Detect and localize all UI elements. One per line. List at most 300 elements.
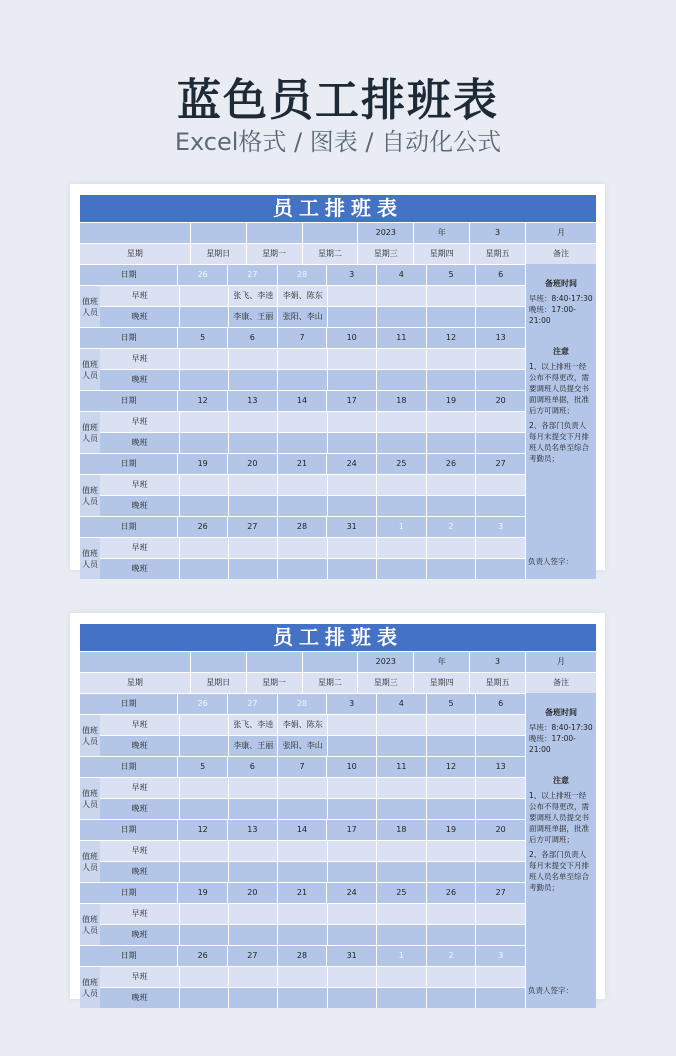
staff-cell[interactable] — [327, 496, 377, 516]
week-label: 星期 — [80, 673, 190, 693]
date-cell: 5 — [177, 328, 227, 348]
morning-shift-label: 早班 — [100, 538, 179, 558]
date-label: 日期 — [80, 517, 177, 537]
staff-cell[interactable] — [277, 778, 327, 798]
staff-cell[interactable] — [228, 538, 278, 558]
date-cell: 1 — [376, 517, 426, 537]
staff-cell[interactable] — [376, 925, 426, 945]
staff-cell[interactable] — [327, 370, 377, 390]
evening-shift-label: 晚班 — [100, 925, 179, 945]
staff-cell[interactable] — [426, 475, 476, 495]
staff-cell[interactable] — [376, 841, 426, 861]
date-cell: 21 — [277, 883, 327, 903]
staff-cell[interactable] — [475, 412, 525, 432]
date-cell: 12 — [177, 391, 227, 411]
staff-cell[interactable] — [376, 904, 426, 924]
staff-cell[interactable] — [228, 988, 278, 1008]
weekday-label: 星期日 — [190, 673, 246, 693]
date-cell: 6 — [227, 328, 277, 348]
staff-cell[interactable] — [426, 496, 476, 516]
group-label: 值班人员 — [80, 537, 100, 579]
staff-cell[interactable] — [179, 925, 228, 945]
weekday-label: 星期三 — [357, 673, 413, 693]
date-cell: 3 — [475, 517, 525, 537]
staff-cell[interactable] — [228, 349, 278, 369]
staff-cell[interactable] — [376, 778, 426, 798]
date-cell: 26 — [426, 454, 476, 474]
year-value: 2023 — [357, 652, 413, 672]
notes-title: 注意 — [553, 776, 569, 785]
date-cell: 19 — [426, 391, 476, 411]
staff-cell[interactable] — [475, 496, 525, 516]
staff-cell[interactable] — [228, 904, 278, 924]
staff-cell[interactable] — [376, 475, 426, 495]
remarks-panel — [525, 651, 596, 1008]
shift-time-title: 备班时间 — [545, 708, 577, 717]
staff-cell[interactable] — [475, 778, 525, 798]
remarks-label: 备注 — [526, 672, 596, 693]
staff-cell[interactable] — [179, 433, 228, 453]
note-1: 1、以上排班一经公布不得更改，需要调班人员提交书面调班单据，批准后方可调班； — [529, 362, 589, 415]
morning-shift-label: 早班 — [100, 904, 179, 924]
date-cell: 20 — [475, 820, 525, 840]
weekday-label: 星期三 — [357, 244, 413, 264]
staff-cell[interactable] — [327, 841, 377, 861]
staff-cell[interactable] — [327, 559, 377, 579]
week-label: 星期 — [80, 244, 190, 264]
schedule-card-2 — [70, 613, 605, 1002]
morning-shift-label: 早班 — [100, 778, 179, 798]
staff-cell[interactable] — [228, 925, 278, 945]
staff-cell[interactable] — [228, 778, 278, 798]
date-cell: 5 — [177, 757, 227, 777]
evening-shift-label: 晚班 — [100, 862, 179, 882]
staff-cell[interactable] — [376, 412, 426, 432]
month-value: 3 — [469, 223, 525, 243]
staff-cell[interactable] — [277, 370, 327, 390]
date-cell: 27 — [475, 883, 525, 903]
staff-cell[interactable] — [179, 862, 228, 882]
staff-cell[interactable] — [327, 778, 377, 798]
date-cell: 28 — [277, 694, 327, 714]
staff-cell[interactable]: 李康、王丽 — [228, 736, 278, 756]
date-cell: 19 — [177, 454, 227, 474]
evening-shift-label: 晚班 — [100, 736, 179, 756]
date-cell: 12 — [426, 328, 476, 348]
evening-shift-label: 晚班 — [100, 988, 179, 1008]
morning-shift-label: 早班 — [100, 286, 179, 306]
signature-label: 负责人签字： — [528, 557, 573, 566]
date-cell: 21 — [277, 454, 327, 474]
staff-cell[interactable] — [228, 433, 278, 453]
staff-cell[interactable] — [426, 433, 476, 453]
schedule-grid — [80, 651, 525, 1008]
staff-cell[interactable] — [179, 841, 228, 861]
staff-cell[interactable] — [179, 475, 228, 495]
weekday-label: 星期五 — [469, 244, 525, 264]
date-cell: 3 — [475, 946, 525, 966]
group-label: 值班人员 — [80, 714, 100, 756]
staff-cell[interactable] — [426, 967, 476, 987]
staff-cell[interactable] — [327, 307, 377, 327]
staff-cell[interactable] — [277, 496, 327, 516]
staff-cell[interactable] — [277, 799, 327, 819]
date-cell: 7 — [277, 757, 327, 777]
staff-cell[interactable] — [475, 799, 525, 819]
evening-shift-label: 晚班 — [100, 559, 179, 579]
staff-cell[interactable] — [475, 862, 525, 882]
staff-cell[interactable] — [179, 412, 228, 432]
date-label: 日期 — [80, 883, 177, 903]
staff-cell[interactable] — [277, 862, 327, 882]
evening-time: 晚班：17:00-21:00 — [529, 305, 576, 325]
group-label: 值班人员 — [80, 348, 100, 390]
staff-cell[interactable] — [426, 841, 476, 861]
note-2: 2、各部门负责人每月末提交下月排班人员名单至综合考勤员； — [529, 421, 589, 463]
schedule-grid — [80, 222, 525, 579]
morning-shift-label: 早班 — [100, 967, 179, 987]
staff-cell[interactable] — [376, 433, 426, 453]
date-cell: 12 — [177, 820, 227, 840]
page-title: 蓝色员工排班表 — [177, 75, 499, 126]
week-blocks — [80, 264, 525, 579]
date-cell: 26 — [177, 517, 227, 537]
shift-time-title: 备班时间 — [545, 279, 577, 288]
schedule-card-1 — [70, 184, 605, 573]
weekday-label: 星期一 — [246, 673, 302, 693]
date-label: 日期 — [80, 820, 177, 840]
date-cell: 13 — [227, 820, 277, 840]
month-value: 3 — [469, 652, 525, 672]
staff-cell[interactable] — [277, 967, 327, 987]
staff-cell[interactable] — [376, 799, 426, 819]
staff-cell[interactable] — [327, 715, 377, 735]
date-cell: 28 — [277, 517, 327, 537]
staff-cell[interactable] — [327, 925, 377, 945]
evening-shift-label: 晚班 — [100, 496, 179, 516]
group-label: 值班人员 — [80, 966, 100, 1008]
morning-shift-label: 早班 — [100, 715, 179, 735]
staff-cell[interactable] — [228, 559, 278, 579]
staff-cell[interactable] — [228, 370, 278, 390]
staff-cell[interactable] — [376, 967, 426, 987]
date-cell: 31 — [326, 517, 376, 537]
staff-cell[interactable] — [475, 904, 525, 924]
remarks-panel — [525, 222, 596, 579]
staff-cell[interactable] — [426, 904, 476, 924]
date-cell: 11 — [376, 328, 426, 348]
staff-cell[interactable] — [376, 349, 426, 369]
staff-cell[interactable] — [228, 496, 278, 516]
date-cell: 2 — [426, 517, 476, 537]
weekday-label: 星期二 — [302, 244, 358, 264]
staff-cell[interactable] — [277, 925, 327, 945]
date-cell: 18 — [376, 391, 426, 411]
date-cell: 20 — [475, 391, 525, 411]
notes-title: 注意 — [553, 347, 569, 356]
date-cell: 26 — [426, 883, 476, 903]
month-unit: 月 — [526, 651, 596, 672]
date-cell: 14 — [277, 820, 327, 840]
staff-cell[interactable] — [277, 433, 327, 453]
staff-cell[interactable] — [327, 988, 377, 1008]
date-cell: 27 — [227, 517, 277, 537]
staff-cell[interactable] — [327, 475, 377, 495]
date-cell: 24 — [326, 883, 376, 903]
staff-cell[interactable] — [327, 736, 377, 756]
date-cell: 13 — [475, 757, 525, 777]
note-1: 1、以上排班一经公布不得更改，需要调班人员提交书面调班单据，批准后方可调班； — [529, 791, 589, 844]
staff-cell[interactable] — [228, 862, 278, 882]
signature-label: 负责人签字： — [528, 986, 573, 995]
date-label: 日期 — [80, 328, 177, 348]
date-cell: 7 — [277, 328, 327, 348]
staff-cell[interactable] — [179, 307, 228, 327]
schedule-sheet — [80, 624, 596, 1008]
staff-cell[interactable] — [179, 799, 228, 819]
staff-cell[interactable]: 李娟、陈东 — [277, 715, 327, 735]
staff-cell[interactable]: 李娟、陈东 — [277, 286, 327, 306]
date-cell: 28 — [277, 946, 327, 966]
date-cell: 27 — [227, 265, 277, 285]
sheet-title: 员工排班表 — [80, 624, 596, 651]
staff-cell[interactable]: 张飞、李逵 — [228, 286, 278, 306]
staff-cell[interactable] — [228, 841, 278, 861]
year-value: 2023 — [357, 223, 413, 243]
staff-cell[interactable] — [475, 433, 525, 453]
date-cell: 26 — [177, 265, 227, 285]
date-cell: 20 — [227, 454, 277, 474]
group-label: 值班人员 — [80, 777, 100, 819]
date-cell: 6 — [475, 694, 525, 714]
group-label: 值班人员 — [80, 474, 100, 516]
date-cell: 6 — [475, 265, 525, 285]
date-cell: 24 — [326, 454, 376, 474]
staff-cell[interactable] — [327, 967, 377, 987]
evening-shift-label: 晚班 — [100, 307, 179, 327]
staff-cell[interactable] — [426, 778, 476, 798]
staff-cell[interactable] — [277, 412, 327, 432]
staff-cell[interactable] — [376, 370, 426, 390]
staff-cell[interactable] — [475, 370, 525, 390]
date-cell: 4 — [376, 265, 426, 285]
staff-cell[interactable] — [426, 349, 476, 369]
staff-cell[interactable] — [426, 799, 476, 819]
weekday-label: 星期日 — [190, 244, 246, 264]
staff-cell[interactable] — [376, 736, 426, 756]
staff-cell[interactable] — [327, 349, 377, 369]
weekday-label: 星期五 — [469, 673, 525, 693]
year-unit: 年 — [413, 223, 469, 243]
staff-cell[interactable] — [179, 538, 228, 558]
morning-shift-label: 早班 — [100, 475, 179, 495]
morning-shift-label: 早班 — [100, 349, 179, 369]
date-cell: 3 — [326, 694, 376, 714]
staff-cell[interactable] — [426, 370, 476, 390]
staff-cell[interactable] — [475, 736, 525, 756]
staff-cell[interactable] — [228, 412, 278, 432]
staff-cell[interactable] — [179, 715, 228, 735]
staff-cell[interactable] — [327, 433, 377, 453]
date-cell: 3 — [326, 265, 376, 285]
date-cell: 28 — [277, 265, 327, 285]
morning-time: 早班：8:40-17:30 — [529, 294, 593, 303]
staff-cell[interactable] — [475, 841, 525, 861]
staff-cell[interactable] — [426, 286, 476, 306]
date-cell: 18 — [376, 820, 426, 840]
staff-cell[interactable] — [475, 307, 525, 327]
staff-cell[interactable] — [426, 538, 476, 558]
evening-shift-label: 晚班 — [100, 370, 179, 390]
group-label: 值班人员 — [80, 840, 100, 882]
staff-cell[interactable] — [327, 904, 377, 924]
staff-cell[interactable] — [179, 904, 228, 924]
date-cell: 10 — [326, 328, 376, 348]
date-cell: 14 — [277, 391, 327, 411]
staff-cell[interactable] — [277, 841, 327, 861]
staff-cell[interactable] — [475, 475, 525, 495]
staff-cell[interactable] — [475, 988, 525, 1008]
staff-cell[interactable] — [228, 475, 278, 495]
date-cell: 4 — [376, 694, 426, 714]
staff-cell[interactable] — [277, 538, 327, 558]
date-cell: 5 — [426, 265, 476, 285]
evening-shift-label: 晚班 — [100, 433, 179, 453]
staff-cell[interactable] — [426, 925, 476, 945]
staff-cell[interactable] — [179, 736, 228, 756]
staff-cell[interactable] — [179, 778, 228, 798]
staff-cell[interactable] — [327, 862, 377, 882]
staff-cell[interactable] — [277, 988, 327, 1008]
staff-cell[interactable] — [277, 904, 327, 924]
staff-cell[interactable] — [327, 538, 377, 558]
note-2: 2、各部门负责人每月末提交下月排班人员名单至综合考勤员； — [529, 850, 589, 892]
month-unit: 月 — [526, 222, 596, 243]
week-blocks — [80, 693, 525, 1008]
date-cell: 11 — [376, 757, 426, 777]
staff-cell[interactable] — [277, 559, 327, 579]
staff-cell[interactable] — [376, 307, 426, 327]
date-cell: 20 — [227, 883, 277, 903]
weekday-label: 星期四 — [413, 673, 469, 693]
staff-cell[interactable] — [475, 286, 525, 306]
staff-cell[interactable] — [426, 862, 476, 882]
group-label: 值班人员 — [80, 903, 100, 945]
staff-cell[interactable]: 张飞、李逵 — [228, 715, 278, 735]
group-label: 值班人员 — [80, 285, 100, 327]
staff-cell[interactable] — [228, 967, 278, 987]
date-cell: 17 — [326, 820, 376, 840]
staff-cell[interactable]: 张阳、李山 — [277, 307, 327, 327]
evening-shift-label: 晚班 — [100, 799, 179, 819]
date-label: 日期 — [80, 391, 177, 411]
date-cell: 10 — [326, 757, 376, 777]
date-label: 日期 — [80, 757, 177, 777]
date-cell: 26 — [177, 946, 227, 966]
date-cell: 25 — [376, 883, 426, 903]
date-cell: 27 — [227, 946, 277, 966]
date-cell: 1 — [376, 946, 426, 966]
staff-cell[interactable] — [228, 799, 278, 819]
date-cell: 27 — [475, 454, 525, 474]
staff-cell[interactable] — [277, 349, 327, 369]
staff-cell[interactable] — [475, 967, 525, 987]
sheet-title: 员工排班表 — [80, 195, 596, 222]
staff-cell[interactable] — [475, 715, 525, 735]
staff-cell[interactable] — [179, 349, 228, 369]
weekday-label: 星期二 — [302, 673, 358, 693]
staff-cell[interactable] — [426, 715, 476, 735]
staff-cell[interactable] — [376, 286, 426, 306]
date-label: 日期 — [80, 694, 177, 714]
staff-cell[interactable] — [376, 988, 426, 1008]
page-subtitle: Excel格式 / 图表 / 自动化公式 — [174, 128, 502, 156]
staff-cell[interactable] — [179, 496, 228, 516]
group-label: 值班人员 — [80, 411, 100, 453]
date-cell: 27 — [227, 694, 277, 714]
staff-cell[interactable] — [376, 538, 426, 558]
date-cell: 12 — [426, 757, 476, 777]
morning-time: 早班：8:40-17:30 — [529, 723, 593, 732]
date-label: 日期 — [80, 265, 177, 285]
date-cell: 2 — [426, 946, 476, 966]
morning-shift-label: 早班 — [100, 412, 179, 432]
date-cell: 5 — [426, 694, 476, 714]
staff-cell[interactable] — [327, 412, 377, 432]
staff-cell[interactable] — [376, 559, 426, 579]
date-cell: 25 — [376, 454, 426, 474]
weekday-label: 星期四 — [413, 244, 469, 264]
staff-cell[interactable] — [179, 286, 228, 306]
staff-cell[interactable] — [179, 988, 228, 1008]
staff-cell[interactable] — [179, 559, 228, 579]
date-cell: 31 — [326, 946, 376, 966]
staff-cell[interactable] — [475, 559, 525, 579]
staff-cell[interactable] — [376, 715, 426, 735]
year-unit: 年 — [413, 652, 469, 672]
morning-shift-label: 早班 — [100, 841, 179, 861]
staff-cell[interactable] — [426, 412, 476, 432]
staff-cell[interactable] — [327, 286, 377, 306]
staff-cell[interactable] — [475, 349, 525, 369]
date-label: 日期 — [80, 454, 177, 474]
staff-cell[interactable] — [426, 559, 476, 579]
evening-time: 晚班：17:00-21:00 — [529, 734, 576, 754]
date-cell: 26 — [177, 694, 227, 714]
staff-cell[interactable] — [376, 862, 426, 882]
staff-cell[interactable] — [376, 496, 426, 516]
weekday-label: 星期一 — [246, 244, 302, 264]
staff-cell[interactable] — [475, 538, 525, 558]
date-cell: 6 — [227, 757, 277, 777]
date-cell: 13 — [475, 328, 525, 348]
staff-cell[interactable] — [426, 736, 476, 756]
date-cell: 13 — [227, 391, 277, 411]
staff-cell[interactable] — [327, 799, 377, 819]
staff-cell[interactable]: 张阳、李山 — [277, 736, 327, 756]
date-cell: 19 — [177, 883, 227, 903]
staff-cell[interactable] — [277, 475, 327, 495]
date-label: 日期 — [80, 946, 177, 966]
staff-cell[interactable] — [179, 370, 228, 390]
date-cell: 19 — [426, 820, 476, 840]
schedule-sheet — [80, 195, 596, 579]
staff-cell[interactable] — [426, 988, 476, 1008]
staff-cell[interactable] — [179, 967, 228, 987]
staff-cell[interactable] — [426, 307, 476, 327]
staff-cell[interactable] — [475, 925, 525, 945]
staff-cell[interactable]: 李康、王丽 — [228, 307, 278, 327]
